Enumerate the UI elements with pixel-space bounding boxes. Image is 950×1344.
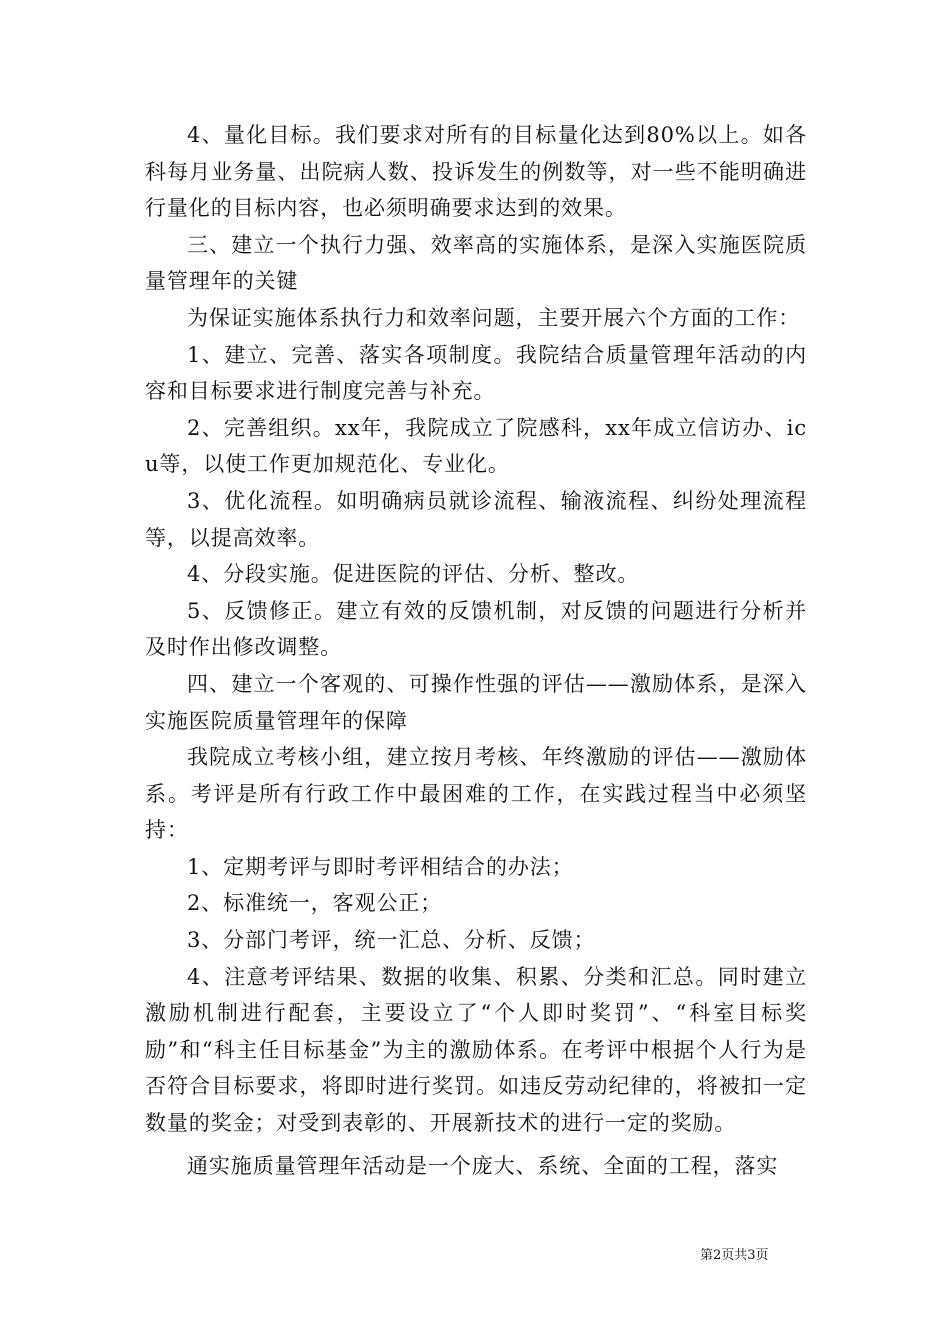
list-item-institutions: 1、建立、完善、落实各项制度。我院结合质量管理年活动的内容和目标要求进行制度完善与补充。 xyxy=(145,342,807,404)
heading-section-four: 四、建立一个客观的、可操作性强的评估——激励体系，是深入实施医院质量管理年的保障 xyxy=(145,671,807,733)
list-item-department-assessment: 3、分部门考评，统一汇总、分析、反馈； xyxy=(187,928,596,953)
list-item-feedback: 5、反馈修正。建立有效的反馈机制，对反馈的问题进行分析并及时作出修改调整。 xyxy=(145,598,807,660)
list-item-staged-implementation: 4、分段实施。促进医院的评估、分析、整改。 xyxy=(187,562,640,587)
list-item-organization: 2、完善组织。xx年，我院成立了院感科，xx年成立信访办、icu等，以使工作更加规范化、专业化。 xyxy=(145,415,807,477)
list-item-unified-standard: 2、标准统一，客观公正； xyxy=(187,891,443,916)
heading-section-three: 三、建立一个执行力强、效率高的实施体系，是深入实施医院质量管理年的关键 xyxy=(145,232,807,294)
paragraph-conclusion-start: 通实施质量管理年活动是一个庞大、系统、全面的工程，落实 xyxy=(187,1153,779,1178)
paragraph-assessment-team: 我院成立考核小组，建立按月考核、年终激励的评估——激励体系。考评是所有行政工作中最困难的工作，在实践过程当中必须坚持： xyxy=(145,745,807,843)
document-body xyxy=(145,117,807,1184)
list-item-incentive-mechanism: 4、注意考评结果、数据的收集、积累、分类和汇总。同时建立激励机制进行配套，主要设立了“个人即时奖罚”、“科室目标奖励”和“科主任目标基金”为主的激励体系。在考评中根据个人行为是否符合目标要求，将即时进行奖罚。如违反劳动纪律的，将被扣一定数量的奖金；对受到表彰的、开展新技术的进行一定的奖励。 xyxy=(145,964,807,1136)
list-item-periodic-assessment: 1、定期考评与即时考评相结合的办法； xyxy=(187,854,574,879)
paragraph-six-aspects: 为保证实施体系执行力和效率问题，主要开展六个方面的工作： xyxy=(187,305,801,330)
list-item-optimize-process: 3、优化流程。如明确病员就诊流程、输液流程、纠纷处理流程等，以提高效率。 xyxy=(145,488,807,550)
paragraph-quantify-goals: 4、量化目标。我们要求对所有的目标量化达到80%以上。如各科每月业务量、出院病人数、投诉发生的例数等，对一些不能明确进行量化的目标内容，也必须明确要求达到的效果。 xyxy=(145,123,807,221)
page-number-footer: 第2页共3页 xyxy=(700,1248,769,1263)
